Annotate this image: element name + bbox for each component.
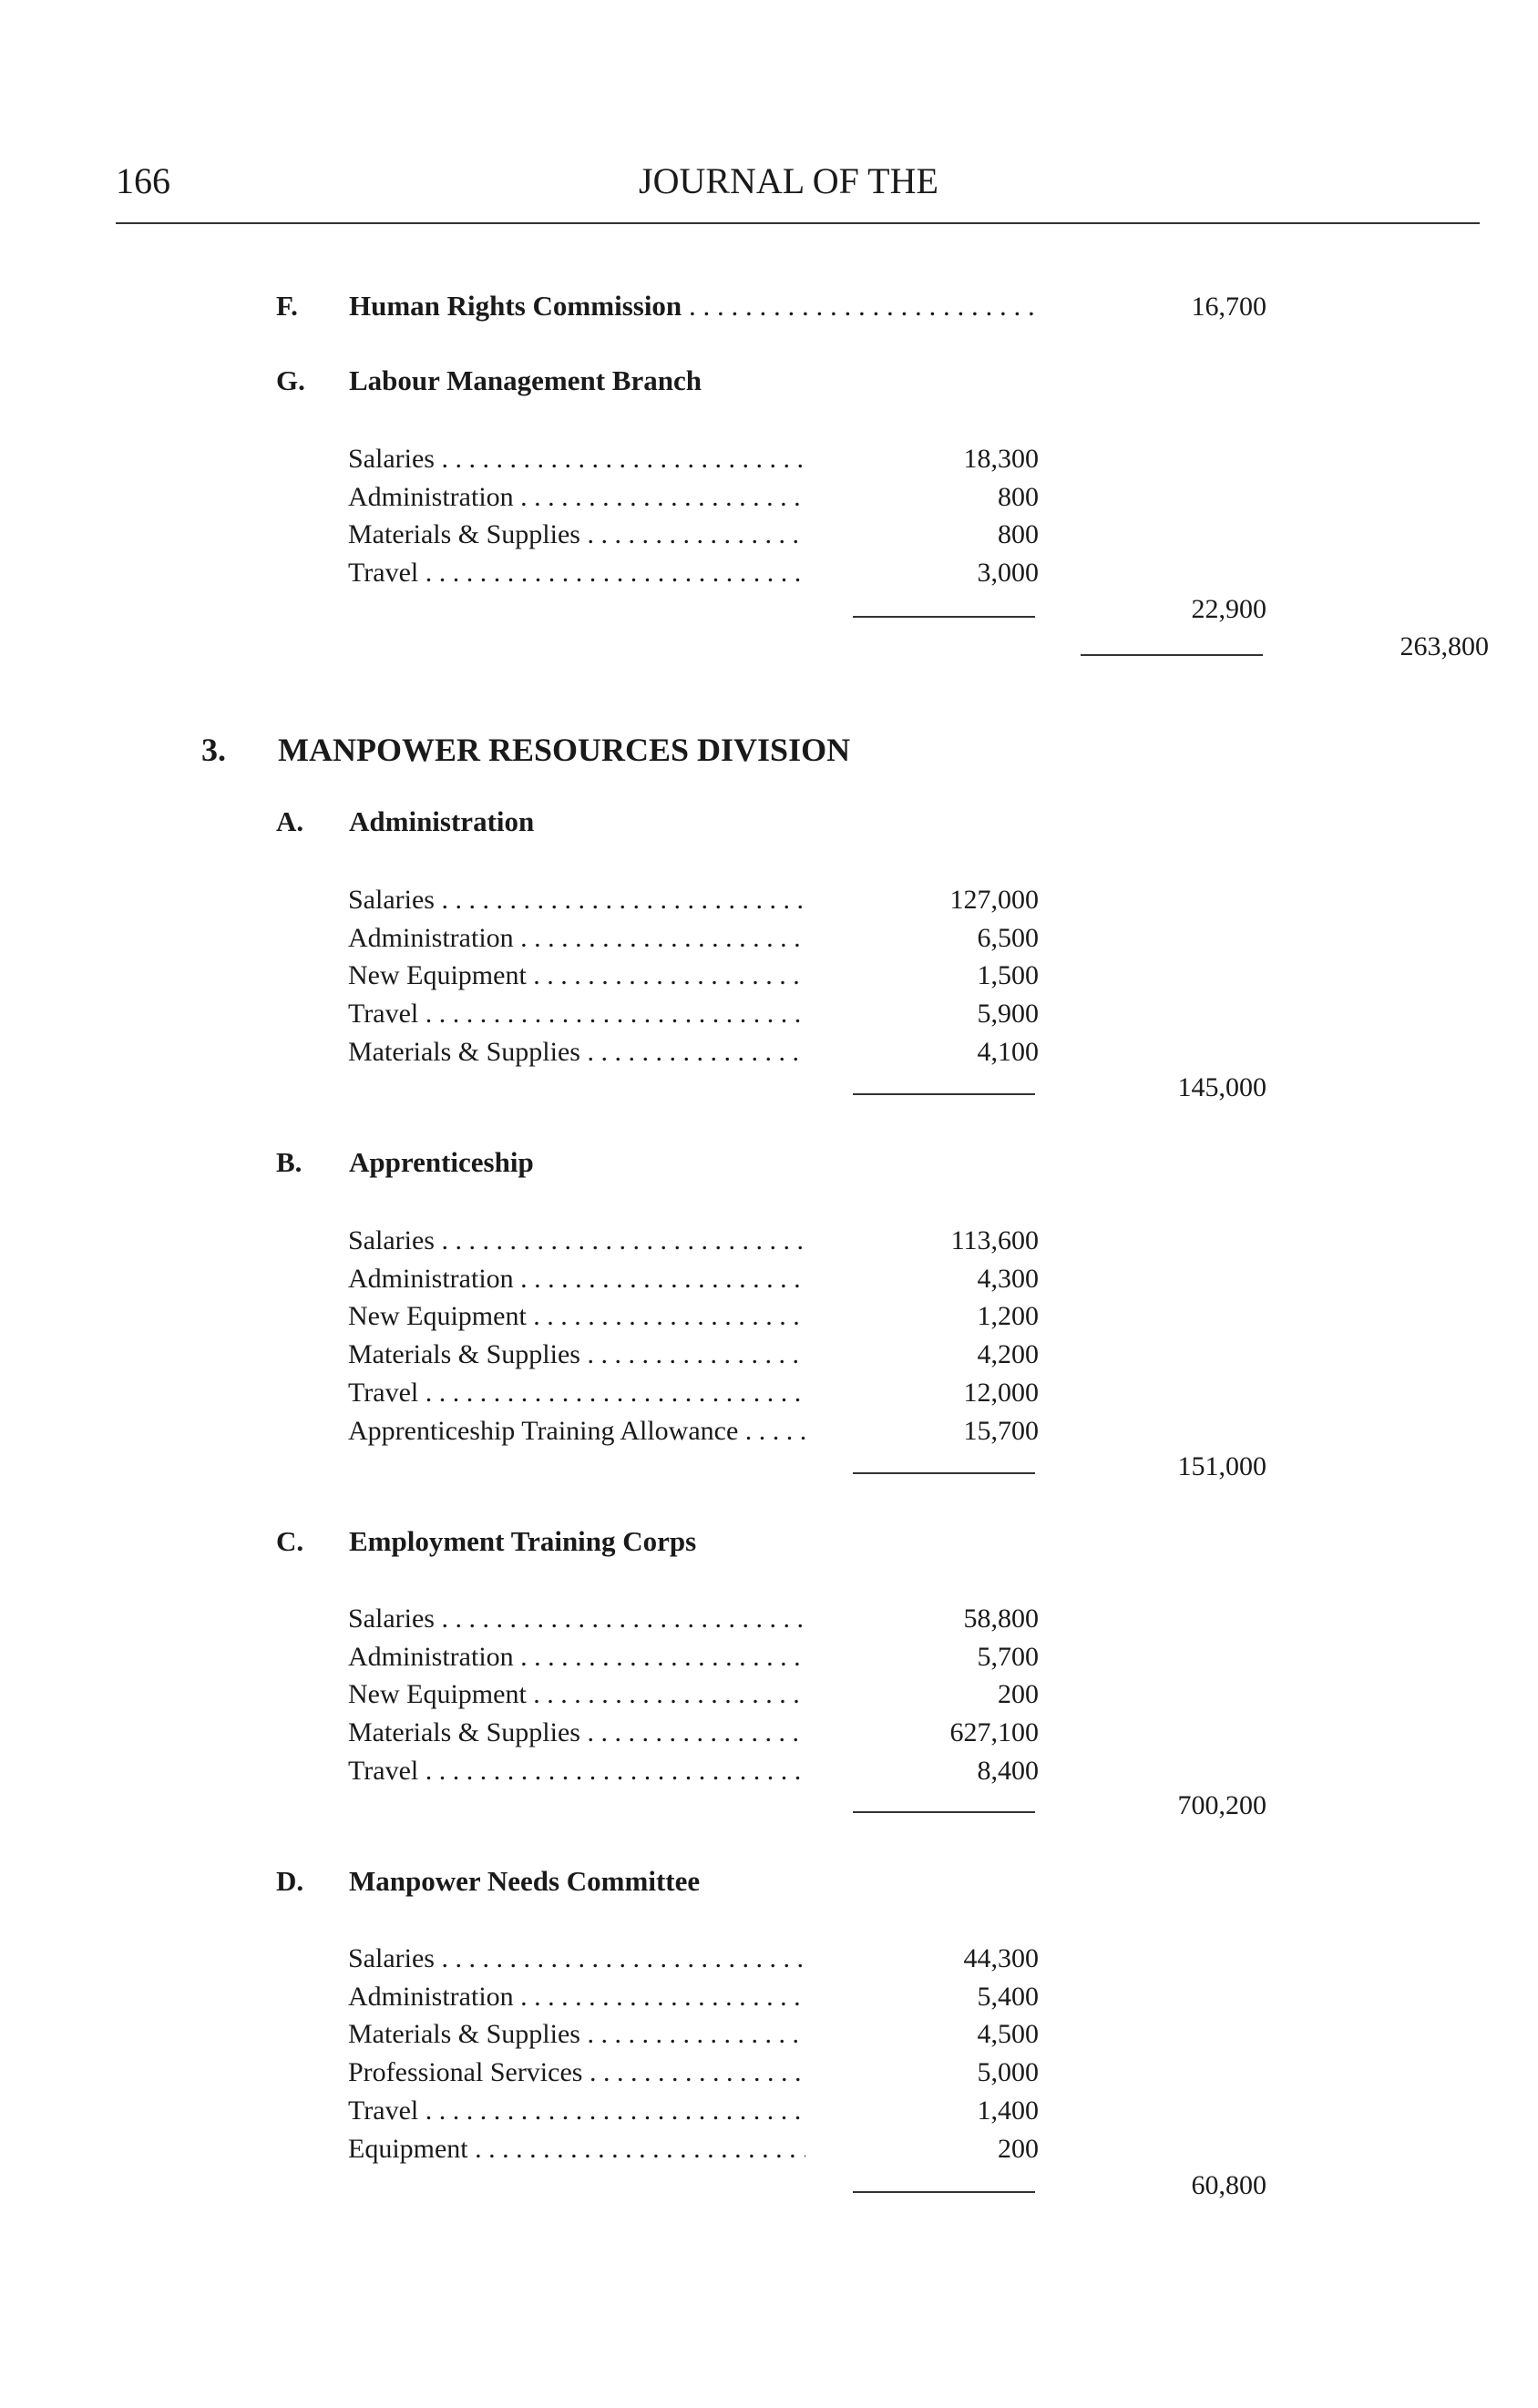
line-item-label xyxy=(348,923,805,954)
line-item-amount: 4,200 xyxy=(977,1339,1039,1369)
line-item-amount: 58,800 xyxy=(963,1604,1039,1634)
line-item-text: Administration xyxy=(348,1642,514,1672)
line-item-text: New Equipment xyxy=(348,1301,527,1331)
line-item-amount: 12,000 xyxy=(963,1378,1039,1408)
section-a-subtotal: 145,000 xyxy=(1177,1072,1266,1102)
line-item-label xyxy=(348,1037,805,1068)
line-item-amount: 15,700 xyxy=(963,1416,1039,1446)
line-item-text: Administration xyxy=(348,482,514,512)
line-item-text: Apprenticeship Training Allowance xyxy=(348,1416,739,1446)
line-item-label xyxy=(348,558,805,589)
line-item-amount: 4,300 xyxy=(977,1264,1039,1294)
line-item-amount: 627,100 xyxy=(949,1717,1039,1747)
section-g-rule xyxy=(853,616,1035,618)
section-f-title xyxy=(349,290,1034,323)
section-a-rule xyxy=(853,1093,1035,1095)
line-item-text: Materials & Supplies xyxy=(348,1037,580,1067)
line-item-amount: 800 xyxy=(998,519,1039,549)
line-item-amount: 800 xyxy=(998,482,1039,512)
section-c-rule xyxy=(853,1811,1035,1813)
line-item-text: Salaries xyxy=(348,885,435,915)
line-item-amount: 44,300 xyxy=(963,1943,1039,1973)
line-item-amount: 127,000 xyxy=(949,885,1039,915)
division-3-number: 3. xyxy=(201,732,226,768)
line-item-label xyxy=(348,1756,805,1787)
section-c-letter: C. xyxy=(276,1525,304,1557)
line-item-amount: 4,100 xyxy=(977,1037,1039,1067)
line-item-text: Administration xyxy=(348,1982,514,2012)
line-item-text: Travel xyxy=(348,1756,419,1786)
line-item-label xyxy=(348,2095,805,2126)
line-item-label xyxy=(348,2134,805,2165)
section-a-letter: A. xyxy=(276,805,304,837)
section-b-subtotal: 151,000 xyxy=(1177,1451,1266,1481)
line-item-amount: 113,600 xyxy=(950,1225,1039,1255)
section-d-rule xyxy=(853,2191,1035,2193)
line-item-text: Travel xyxy=(348,2095,419,2126)
line-item-text: Administration xyxy=(348,923,514,953)
line-item-label xyxy=(348,1604,805,1634)
line-item-amount: 1,500 xyxy=(977,960,1039,990)
section-d-subtotal: 60,800 xyxy=(1191,2170,1266,2200)
header-rule xyxy=(116,222,1480,224)
line-item-amount: 6,500 xyxy=(977,923,1039,953)
line-item-text: Salaries xyxy=(348,1943,435,1973)
line-item-text: Travel xyxy=(348,558,419,588)
section-f-title-text: Human Rights Commission xyxy=(349,290,682,322)
line-item-text: Materials & Supplies xyxy=(348,2019,580,2049)
line-item-text: Travel xyxy=(348,999,419,1029)
line-item-amount: 200 xyxy=(998,2134,1039,2164)
line-item-label xyxy=(348,885,805,916)
line-item-amount: 5,900 xyxy=(977,999,1039,1029)
line-item-text: Travel xyxy=(348,1378,419,1408)
line-item-text: Professional Services xyxy=(348,2057,583,2087)
line-item-label xyxy=(348,1301,805,1332)
page-title: JOURNAL OF THE xyxy=(639,160,938,201)
section-b-letter: B. xyxy=(276,1146,302,1178)
line-item-text: Salaries xyxy=(348,1225,435,1255)
line-item-amount: 18,300 xyxy=(963,444,1039,474)
section-c-title: Employment Training Corps xyxy=(349,1525,697,1557)
line-item-label xyxy=(348,1982,805,2013)
section-b-rule xyxy=(853,1472,1035,1474)
section-f-total: 16,700 xyxy=(1191,292,1266,322)
line-item-amount: 4,500 xyxy=(977,2019,1039,2049)
line-item-text: Materials & Supplies xyxy=(348,1717,580,1747)
section-g-title: Labour Management Branch xyxy=(349,364,702,396)
line-item-amount: 1,200 xyxy=(977,1301,1039,1331)
section-f-letter: F. xyxy=(276,290,298,322)
section-g-letter: G. xyxy=(276,364,305,396)
line-item-text: Salaries xyxy=(348,444,435,474)
line-item-label xyxy=(348,1225,805,1256)
line-item-label xyxy=(348,482,805,513)
section-g-subtotal: 22,900 xyxy=(1191,594,1266,624)
line-item-amount: 1,400 xyxy=(977,2095,1039,2126)
line-item-text: Materials & Supplies xyxy=(348,519,580,549)
section-d-title: Manpower Needs Committee xyxy=(349,1865,701,1897)
line-item-label xyxy=(348,960,805,991)
line-item-label xyxy=(348,1378,805,1409)
line-item-label xyxy=(348,1943,805,1974)
line-item-text: Equipment xyxy=(348,2134,468,2164)
line-item-amount: 5,700 xyxy=(977,1642,1039,1672)
line-item-amount: 3,000 xyxy=(977,558,1039,588)
division-2-total: 263,800 xyxy=(1400,631,1489,661)
line-item-label xyxy=(348,444,805,475)
section-b-title: Apprenticeship xyxy=(349,1146,534,1178)
line-item-label xyxy=(348,2019,805,2050)
line-item-label xyxy=(348,1679,805,1710)
line-item-text: Salaries xyxy=(348,1604,435,1634)
line-item-text: New Equipment xyxy=(348,1679,527,1709)
page-number: 166 xyxy=(116,160,170,201)
line-item-text: New Equipment xyxy=(348,960,527,990)
division-3-title: MANPOWER RESOURCES DIVISION xyxy=(278,732,851,768)
line-item-amount: 5,000 xyxy=(977,2057,1039,2087)
line-item-label xyxy=(348,999,805,1030)
line-item-text: Administration xyxy=(348,1264,514,1294)
division-2-rule xyxy=(1081,654,1263,656)
line-item-amount: 5,400 xyxy=(977,1982,1039,2012)
line-item-label xyxy=(348,1264,805,1295)
section-a-title: Administration xyxy=(349,805,535,837)
line-item-amount: 200 xyxy=(998,1679,1039,1709)
line-item-label xyxy=(348,1339,805,1370)
section-c-subtotal: 700,200 xyxy=(1177,1790,1266,1820)
line-item-label xyxy=(348,1642,805,1673)
line-item-label xyxy=(348,1717,805,1748)
line-item-label xyxy=(348,2057,805,2088)
line-item-label xyxy=(348,519,805,550)
line-item-amount: 8,400 xyxy=(977,1756,1039,1786)
line-item-label xyxy=(348,1416,805,1447)
line-item-text: Materials & Supplies xyxy=(348,1339,580,1369)
section-d-letter: D. xyxy=(276,1865,304,1897)
